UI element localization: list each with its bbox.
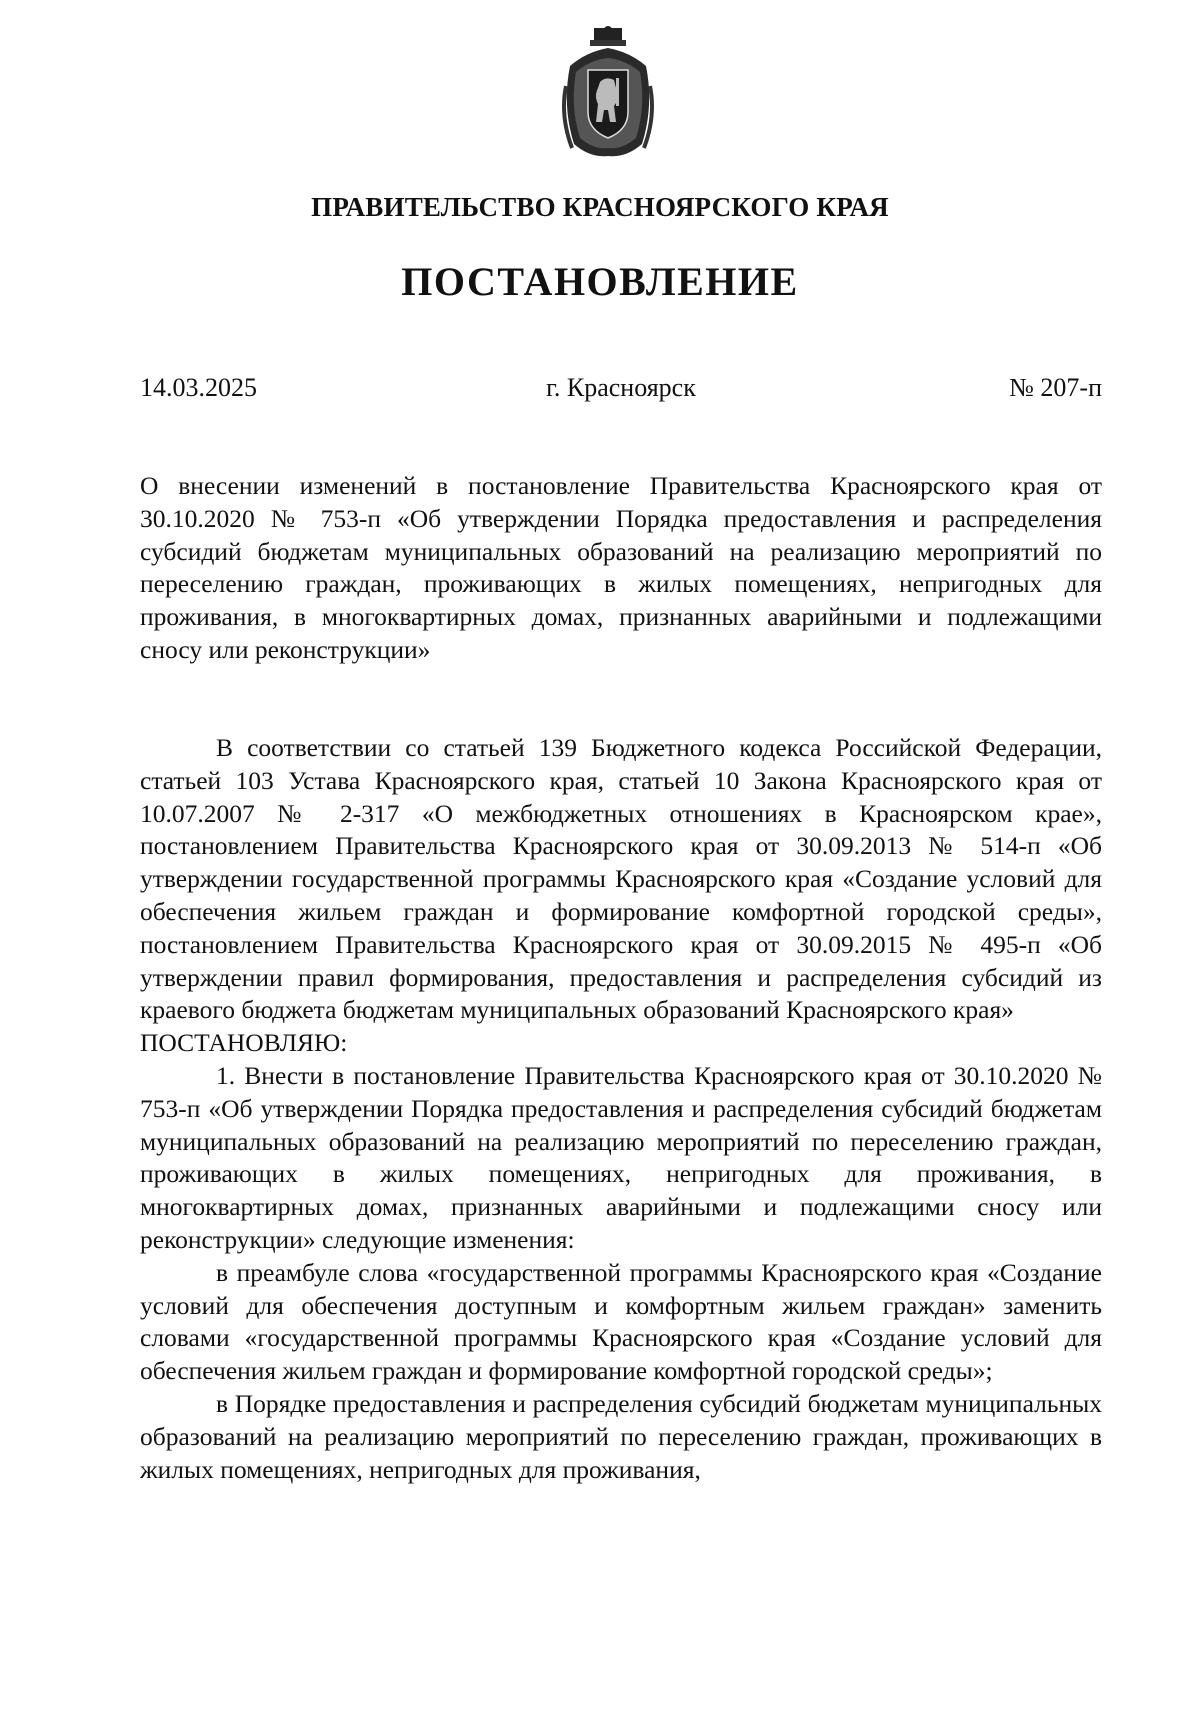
document-number: № 207-п [1009,373,1102,402]
document-body [140,732,1102,1486]
document-meta-row [140,373,1102,409]
organization-title: ПРАВИТЕЛЬСТВО КРАСНОЯРСКОГО КРАЯ [311,192,889,222]
document-subject-title: О внесении изменений в постановление Правительства Красноярского края от 30.10.2020 № 753-п «Об утверждении Порядка предоставления и распределения субсидий бюджетам муниципальных образований на реализацию мероприятий по переселению граждан, проживающих в жилых помещениях, непригодных для проживания, в многоквартирных домах, признанных аварийными и подлежащими сносу или реконструкции» [140,471,1102,664]
document-city: г. Красноярск [546,373,696,402]
item-1-paragraph: 1. Внести в постановление Правительства Красноярского края от 30.10.2020 № 753-п «Об утверждении Порядка предоставления и распределения субсидий бюджетам муниципальных образований на реализацию мероприятий по переселению граждан, проживающих в жилых помещениях, непригодных для проживания, в многоквартирных домах, признанных аварийными и подлежащими сносу или реконструкции» следующие изменения: [140,1060,1102,1254]
coat-of-arms-icon [560,26,656,160]
preamble-paragraph: В соответствии со статьей 139 Бюджетного кодекса Российской Федерации, статьей 103 Устава Красноярского края, статьей 10 Закона Красноярского края от 10.07.2007 № 2-317 «О межбюджетных отношениях в Красноярском крае», постановлением Правительства Красноярского края от 30.09.2013 № 514-п «Об утверждении государственной программы Красноярского края «Создание условий для обеспечения жильем граждан и формирование комфортной городской среды», постановлением Правительства Красноярского края от 30.09.2015 № 495-п «Об утверждении правил формирования, предоставления и распределения субсидий из краевого бюджета бюджетам муниципальных образований Красноярского края» [140,733,1102,1025]
change-2-paragraph: в Порядке предоставления и распределения субсидий бюджетам муниципальных образований на реализацию мероприятий по переселению граждан, проживающих в жилых помещениях, непригодных для проживания, [140,1388,1102,1484]
document-type-heading: ПОСТАНОВЛЕНИЕ [401,259,799,304]
change-1-paragraph: в преамбуле слова «государственной программы Красноярского края «Создание условий для обеспечения доступным и комфортным жильем граждан» заменить словами «государственной программы Красноярского края «Создание условий для обеспечения жильем граждан и формирование комфортной городской среды»; [140,1257,1102,1386]
resolve-heading: ПОСТАНОВЛЯЮ: [140,1028,348,1058]
document-date: 14.03.2025 [140,373,257,402]
